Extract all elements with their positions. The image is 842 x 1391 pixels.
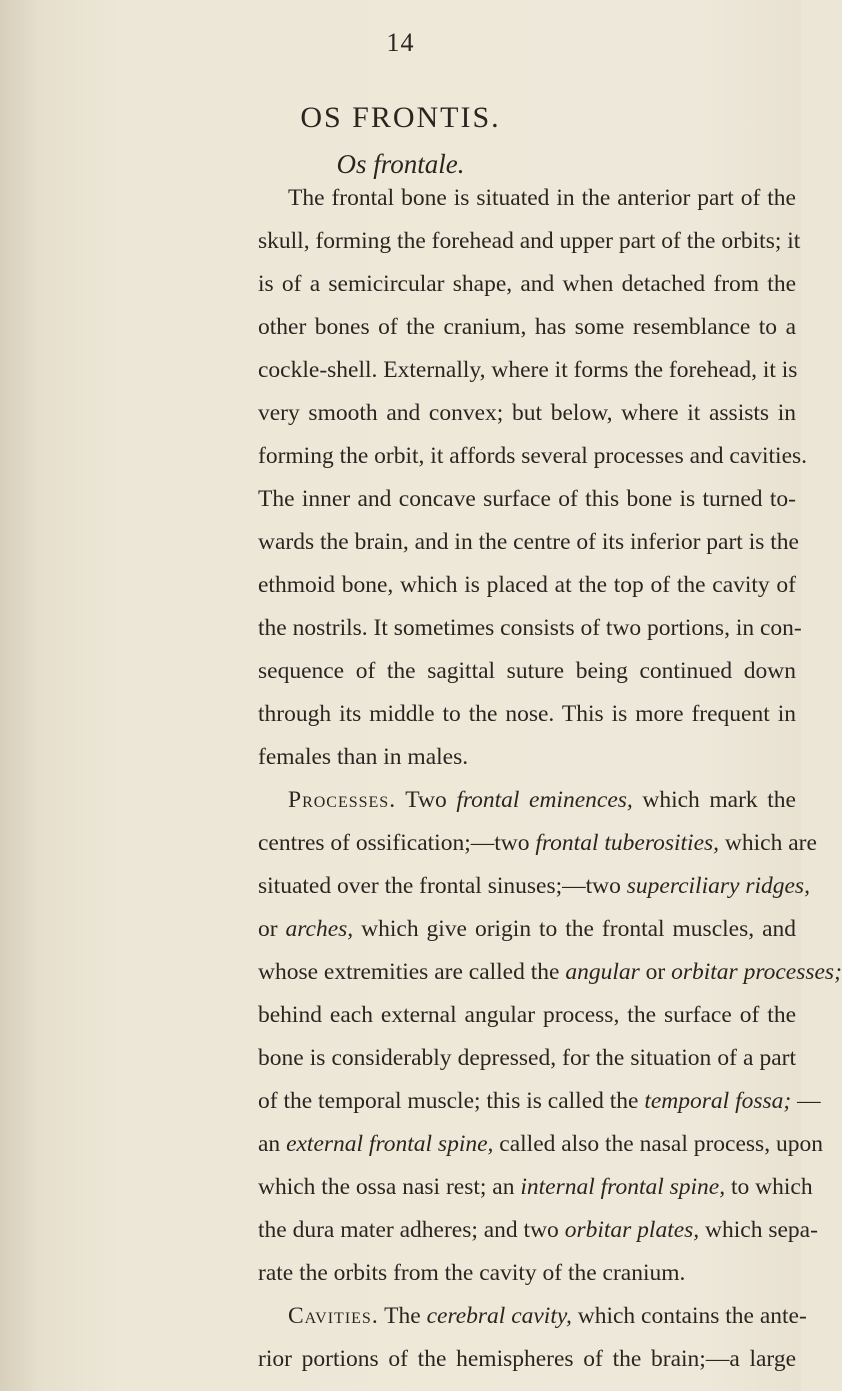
text-line: rior portions of the hemispheres of the brain;—a large: [258, 1346, 796, 1372]
text-line: sequence of the sagittal suture being continued down: [258, 658, 796, 684]
page-subtitle: Os frontale.: [336, 149, 465, 179]
text-line: ethmoid bone, which is placed at the top of the cavity of: [258, 572, 796, 598]
text-line: behind each external angular process, the surface of the: [258, 1002, 796, 1028]
text-line: bone is considerably depressed, for the situation of a part: [258, 1045, 796, 1071]
section-heading: Cavities.: [288, 1303, 379, 1329]
text-line: cockle-shell. Externally, where it forms the forehead, it is: [258, 357, 798, 383]
text-line: through its middle to the nose. This is more frequent in: [258, 701, 796, 727]
text-line: Processes. Two frontal eminences, which mark the: [288, 787, 796, 813]
text-line: other bones of the cranium, has some resemblance to a: [258, 314, 796, 340]
page-number: 14: [386, 28, 415, 57]
text-line: or arches, which give origin to the frontal muscles, and: [258, 916, 796, 942]
text-line: the dura mater adheres; and two orbitar plates, which sepa-: [258, 1217, 818, 1243]
text-line: whose extremities are called the angular or orbitar processes;: [258, 959, 842, 985]
text-line: skull, forming the forehead and upper part of the orbits; it: [258, 228, 801, 254]
text-line: rate the orbits from the cavity of the cranium.: [258, 1260, 686, 1286]
text-line: females than in males.: [258, 744, 469, 770]
text-line: forming the orbit, it affords several processes and cavities.: [258, 443, 808, 469]
text-line: The frontal bone is situated in the anterior part of the: [288, 185, 796, 211]
page-title: OS FRONTIS.: [300, 101, 501, 134]
text-line: situated over the frontal sinuses;—two superciliary ridges,: [258, 873, 810, 899]
text-line: which the ossa nasi rest; an internal frontal spine, to which: [258, 1174, 813, 1200]
text-line: of the temporal muscle; this is called the temporal fossa; —: [258, 1088, 821, 1114]
section-heading: Processes.: [288, 787, 397, 813]
text-line: Cavities. The cerebral cavity, which contains the ante-: [288, 1303, 807, 1329]
text-line: is of a semicircular shape, and when detached from the: [258, 271, 796, 297]
text-line: The inner and concave surface of this bone is turned to-: [258, 486, 796, 512]
text-line: the nostrils. It sometimes consists of two portions, in con-: [258, 615, 802, 641]
text-line: centres of ossification;—two frontal tuberosities, which are: [258, 830, 817, 856]
text-line: an external frontal spine, called also the nasal process, upon: [258, 1131, 823, 1157]
text-line: very smooth and convex; but below, where it assists in: [258, 400, 796, 426]
text-line: wards the brain, and in the centre of its inferior part is the: [258, 529, 799, 555]
